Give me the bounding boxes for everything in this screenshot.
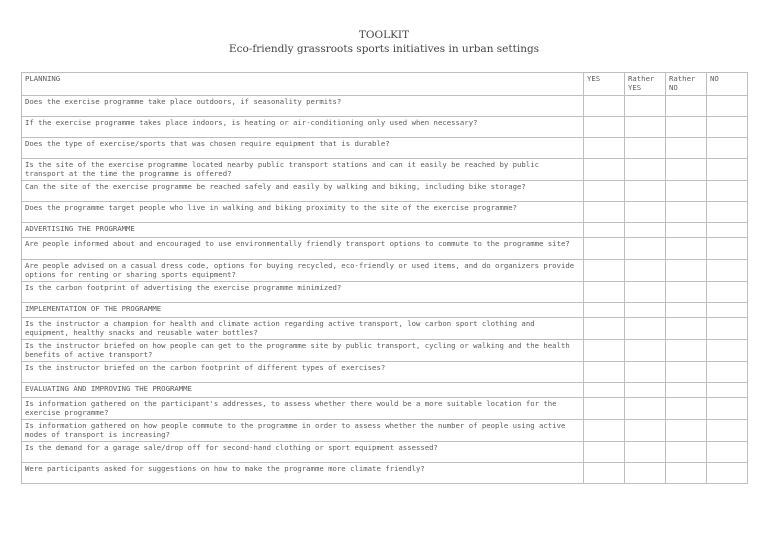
answer-cell-no[interactable] xyxy=(707,318,748,340)
checklist-table xyxy=(21,72,748,484)
answer-cell-rather-yes[interactable] xyxy=(625,362,666,383)
answer-cell-rather-yes[interactable] xyxy=(625,117,666,138)
answer-cell-rather-yes[interactable] xyxy=(625,282,666,303)
answer-cell-no[interactable] xyxy=(707,96,748,117)
answer-cell-rather-yes[interactable] xyxy=(625,202,666,223)
answer-cell-no[interactable] xyxy=(707,159,748,181)
question-text: Is the carbon footprint of advertising the exercise programme minimized? xyxy=(22,282,584,303)
section-blank-cell xyxy=(625,303,666,318)
section-blank-cell xyxy=(666,383,707,398)
answer-cell-no[interactable] xyxy=(707,442,748,463)
section-blank-cell xyxy=(584,223,625,238)
question-text: Is the instructor briefed on the carbon footprint of different types of exercises? xyxy=(22,362,584,383)
column-header-yes: YES xyxy=(584,73,625,96)
question-text: Were participants asked for suggestions on how to make the programme more climate friendly? xyxy=(22,463,584,484)
answer-cell-rather-yes[interactable] xyxy=(625,398,666,420)
answer-cell-rather-no[interactable] xyxy=(666,117,707,138)
answer-cell-yes[interactable] xyxy=(584,238,625,260)
section-blank-cell xyxy=(584,303,625,318)
section-blank-cell xyxy=(625,383,666,398)
question-text: Is the instructor briefed on how people can get to the programme site by public transport, cycling or walking and the health benefits of active transport? xyxy=(22,340,584,362)
answer-cell-rather-no[interactable] xyxy=(666,442,707,463)
question-row xyxy=(22,138,748,159)
answer-cell-no[interactable] xyxy=(707,398,748,420)
document-subtitle: Eco-friendly grassroots sports initiatives in urban settings xyxy=(228,43,540,55)
answer-cell-no[interactable] xyxy=(707,362,748,383)
section-header-row xyxy=(22,383,748,398)
section-blank-cell xyxy=(666,303,707,318)
answer-cell-rather-yes[interactable] xyxy=(625,238,666,260)
answer-cell-yes[interactable] xyxy=(584,260,625,282)
answer-cell-rather-no[interactable] xyxy=(666,282,707,303)
question-text: Does the type of exercise/sports that was chosen require equipment that is durable? xyxy=(22,138,584,159)
answer-cell-no[interactable] xyxy=(707,260,748,282)
answer-cell-rather-no[interactable] xyxy=(666,138,707,159)
answer-cell-rather-yes[interactable] xyxy=(625,442,666,463)
answer-cell-rather-yes[interactable] xyxy=(625,138,666,159)
answer-cell-no[interactable] xyxy=(707,282,748,303)
answer-cell-yes[interactable] xyxy=(584,159,625,181)
answer-cell-rather-no[interactable] xyxy=(666,159,707,181)
answer-cell-yes[interactable] xyxy=(584,96,625,117)
question-row xyxy=(22,117,748,138)
answer-cell-rather-yes[interactable] xyxy=(625,318,666,340)
answer-cell-no[interactable] xyxy=(707,181,748,202)
answer-cell-yes[interactable] xyxy=(584,362,625,383)
section-title: EVALUATING AND IMPROVING THE PROGRAMME xyxy=(22,383,584,398)
answer-cell-yes[interactable] xyxy=(584,340,625,362)
answer-cell-rather-yes[interactable] xyxy=(625,96,666,117)
column-header-rather-yes: Rather YES xyxy=(625,73,666,96)
answer-cell-rather-yes[interactable] xyxy=(625,463,666,484)
answer-cell-yes[interactable] xyxy=(584,138,625,159)
answer-cell-rather-no[interactable] xyxy=(666,260,707,282)
section-blank-cell xyxy=(707,383,748,398)
answer-cell-rather-no[interactable] xyxy=(666,318,707,340)
answer-cell-yes[interactable] xyxy=(584,202,625,223)
question-text: Does the exercise programme take place outdoors, if seasonality permits? xyxy=(22,96,584,117)
answer-cell-rather-yes[interactable] xyxy=(625,420,666,442)
answer-cell-yes[interactable] xyxy=(584,117,625,138)
question-row xyxy=(22,318,748,340)
question-text: Is the instructor a champion for health and climate action regarding active transport, low carbon sport clothing and equipment, healthy snacks and reusable water bottles? xyxy=(22,318,584,340)
section-blank-cell xyxy=(707,303,748,318)
section-header-row xyxy=(22,303,748,318)
answer-cell-rather-no[interactable] xyxy=(666,238,707,260)
answer-cell-rather-no[interactable] xyxy=(666,202,707,223)
answer-cell-rather-yes[interactable] xyxy=(625,340,666,362)
answer-cell-rather-no[interactable] xyxy=(666,96,707,117)
section-title: ADVERTISING THE PROGRAMME xyxy=(22,223,584,238)
answer-cell-yes[interactable] xyxy=(584,420,625,442)
section-blank-cell xyxy=(666,223,707,238)
question-text: Are people advised on a casual dress code, options for buying recycled, eco-friendly or used items, and do organizers provide options for renting or sharing sports equipment? xyxy=(22,260,584,282)
section-blank-cell xyxy=(584,383,625,398)
answer-cell-rather-no[interactable] xyxy=(666,362,707,383)
answer-cell-yes[interactable] xyxy=(584,282,625,303)
question-row xyxy=(22,340,748,362)
answer-cell-yes[interactable] xyxy=(584,181,625,202)
question-row xyxy=(22,420,748,442)
question-row xyxy=(22,159,748,181)
question-text: Does the programme target people who live in walking and biking proximity to the site of the exercise programme? xyxy=(22,202,584,223)
answer-cell-rather-no[interactable] xyxy=(666,398,707,420)
answer-cell-yes[interactable] xyxy=(584,463,625,484)
question-row xyxy=(22,96,748,117)
answer-cell-rather-yes[interactable] xyxy=(625,159,666,181)
document-title: TOOLKIT xyxy=(358,29,410,41)
question-row xyxy=(22,238,748,260)
section-blank-cell xyxy=(625,223,666,238)
column-header-no: NO xyxy=(707,73,748,96)
question-row xyxy=(22,442,748,463)
answer-cell-yes[interactable] xyxy=(584,442,625,463)
section-blank-cell xyxy=(707,223,748,238)
question-row xyxy=(22,398,748,420)
answer-cell-rather-yes[interactable] xyxy=(625,260,666,282)
question-text: Is information gathered on how people commute to the programme in order to assess whether the number of people using active modes of transport is increasing? xyxy=(22,420,584,442)
answer-cell-rather-no[interactable] xyxy=(666,463,707,484)
document-header xyxy=(0,28,768,56)
column-header-rather-no: Rather NO xyxy=(666,73,707,96)
answer-cell-no[interactable] xyxy=(707,463,748,484)
answer-cell-no[interactable] xyxy=(707,202,748,223)
section-title-planning: PLANNING xyxy=(22,73,584,96)
section-title: IMPLEMENTATION OF THE PROGRAMME xyxy=(22,303,584,318)
question-row xyxy=(22,362,748,383)
answer-cell-rather-yes[interactable] xyxy=(625,181,666,202)
question-row xyxy=(22,181,748,202)
answer-cell-rather-no[interactable] xyxy=(666,181,707,202)
answer-cell-yes[interactable] xyxy=(584,398,625,420)
question-text: Is the site of the exercise programme located nearby public transport stations and can it easily be reached by public transport at the time the programme is offered? xyxy=(22,159,584,181)
answer-cell-rather-no[interactable] xyxy=(666,420,707,442)
question-row xyxy=(22,282,748,303)
answer-cell-no[interactable] xyxy=(707,420,748,442)
answer-cell-no[interactable] xyxy=(707,138,748,159)
answer-cell-no[interactable] xyxy=(707,340,748,362)
question-row xyxy=(22,463,748,484)
question-text: If the exercise programme takes place indoors, is heating or air-conditioning only used when necessary? xyxy=(22,117,584,138)
question-text: Are people informed about and encouraged to use environmentally friendly transport options to commute to the programme site? xyxy=(22,238,584,260)
answer-cell-rather-no[interactable] xyxy=(666,340,707,362)
question-row xyxy=(22,260,748,282)
table-header-row xyxy=(22,73,748,96)
answer-cell-no[interactable] xyxy=(707,238,748,260)
section-header-row xyxy=(22,223,748,238)
answer-cell-no[interactable] xyxy=(707,117,748,138)
question-text: Can the site of the exercise programme be reached safely and easily by walking and biking, including bike storage? xyxy=(22,181,584,202)
question-text: Is the demand for a garage sale/drop off for second-hand clothing or sport equipment assessed? xyxy=(22,442,584,463)
answer-cell-yes[interactable] xyxy=(584,318,625,340)
question-row xyxy=(22,202,748,223)
question-text: Is information gathered on the participant's addresses, to assess whether there would be a more suitable location for the exercise programme? xyxy=(22,398,584,420)
